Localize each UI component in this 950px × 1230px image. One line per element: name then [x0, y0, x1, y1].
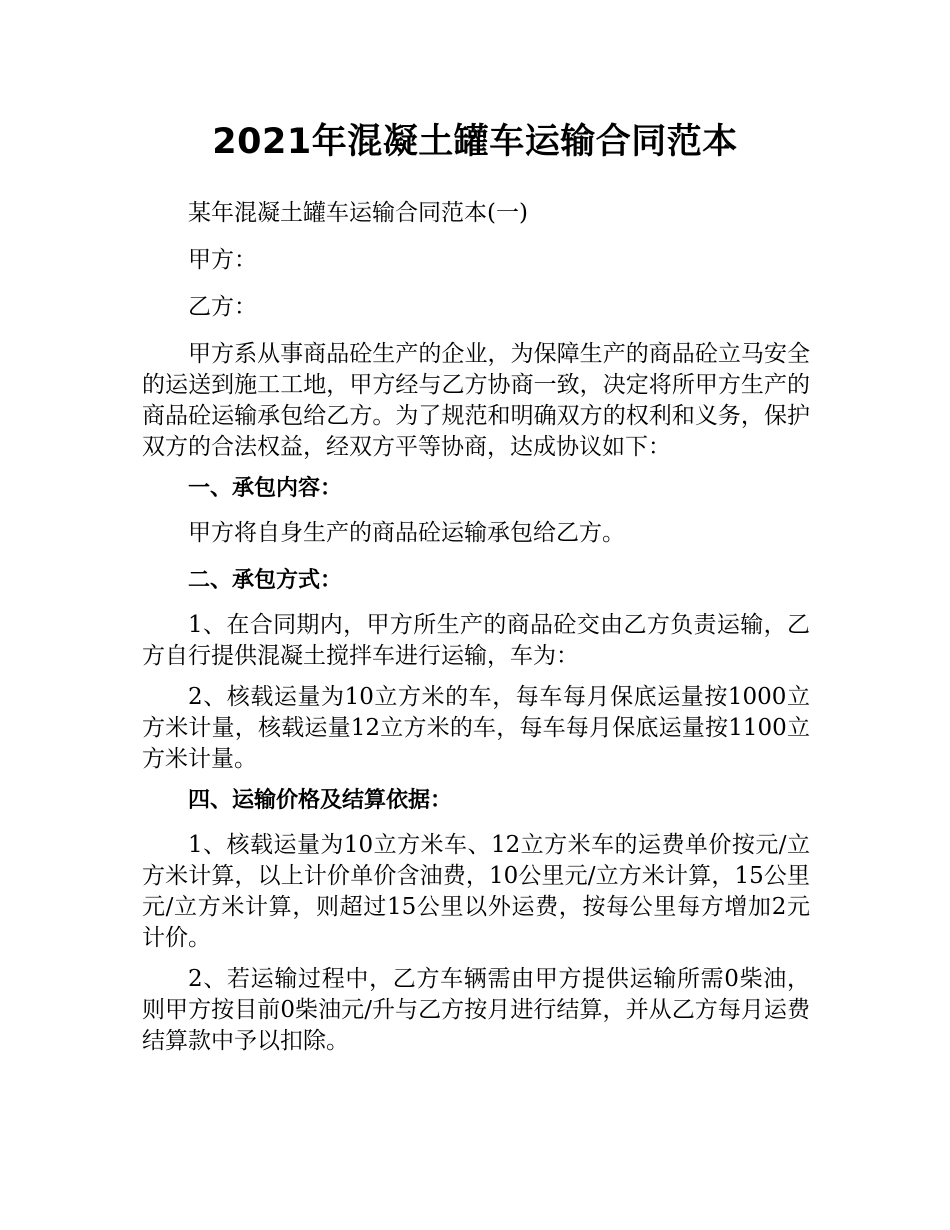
section-heading-contract-method: 二、承包方式： — [188, 568, 343, 593]
price-settlement-item-1: 1、核载运量为10立方米车、12立方米车的运费单价按元/立方米计算，以上计价单价含油费，10公里元/立方米计算，15公里元/立方米计算，则超过15公里以外运费，按每公里每方增加2元计价。 — [142, 832, 810, 951]
intro-paragraph: 甲方系从事商品砼生产的企业，为保障生产的商品砼立马安全的运送到施工工地，甲方经与乙方协商一致，决定将所甲方生产的商品砼运输承包给乙方。为了规范和明确双方的权利和义务，保护双方的合法权益，经双方平等协商，达成协议如下： — [142, 341, 810, 460]
document-body — [142, 198, 810, 1067]
contract-method-item-2: 2、核载运量为10立方米的车，每车每月保底运量按1000立方米计量，核载运量12立方米的车，每车每月保底运量按1100立方米计量。 — [142, 684, 810, 772]
price-settlement-item-2: 2、若运输过程中，乙方车辆需由甲方提供运输所需0柴油，则甲方按目前0柴油元/升与乙方按月进行结算，并从乙方每月运费结算款中予以扣除。 — [142, 966, 810, 1054]
document-subtitle: 某年混凝土罐车运输合同范本(一) — [188, 200, 528, 226]
section-heading-contract-content: 一、承包内容： — [188, 476, 343, 501]
document-title: 2021年混凝土罐车运输合同范本 — [212, 122, 738, 162]
section-heading-price-settlement: 四、运输价格及结算依据： — [188, 788, 453, 813]
party-b-label: 乙方： — [188, 294, 257, 320]
section-text-contract-content: 甲方将自身生产的商品砼运输承包给乙方。 — [188, 520, 625, 546]
contract-method-item-1: 1、在合同期内，甲方所生产的商品砼交由乙方负责运输，乙方自行提供混凝土搅拌车进行运输，车为： — [142, 612, 810, 669]
party-a-label: 甲方： — [188, 247, 257, 273]
